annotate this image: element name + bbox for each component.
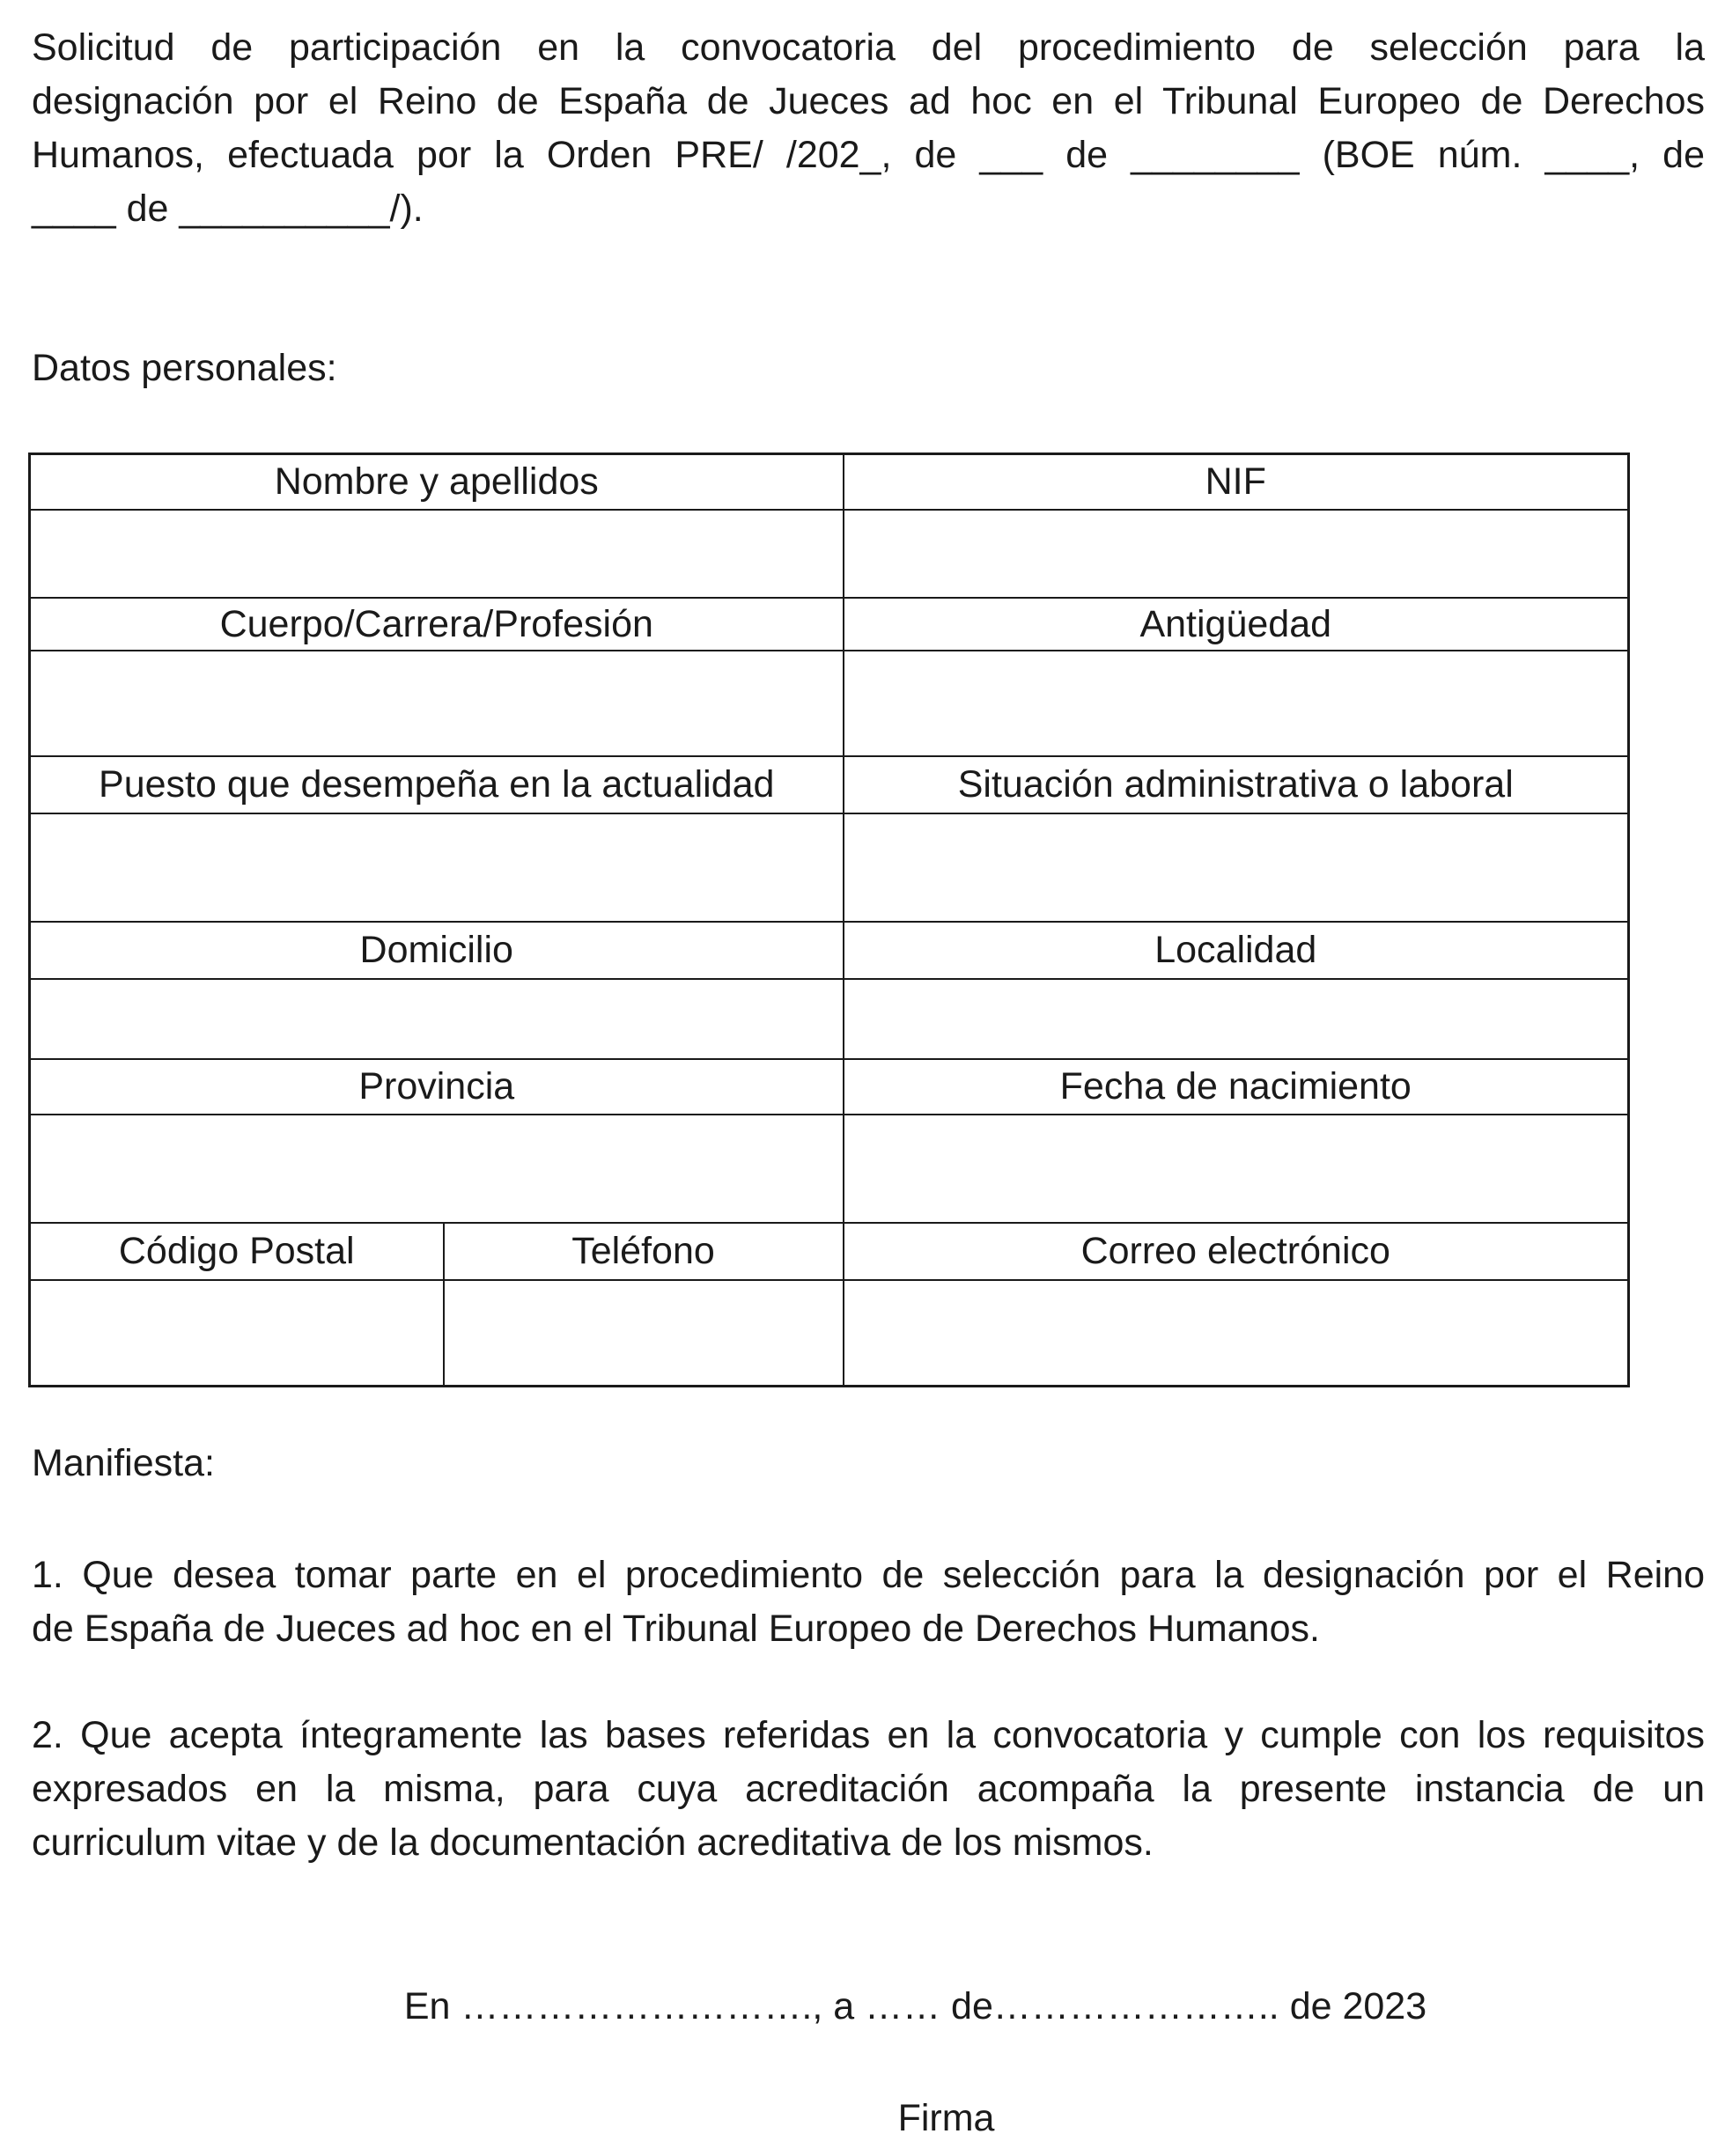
declaration-point-1 bbox=[32, 1549, 1705, 1656]
table-row bbox=[30, 1223, 1629, 1280]
email-label: Correo electrónico bbox=[844, 1223, 1629, 1280]
intro-line-3: Humanos, efectuada por la Orden PRE/ /202_, de ___ de ________ (BOE núm. ____, de bbox=[32, 134, 1705, 176]
point-1-line-2: de España de Jueces ad hoc en el Tribunal Europeo de Derechos Humanos. bbox=[32, 1608, 1320, 1650]
profession-label: Cuerpo/Carrera/Profesión bbox=[30, 598, 844, 651]
nif-label: NIF bbox=[844, 454, 1629, 511]
point-1-line-1: 1. Que desea tomar parte en el procedimiento de selección para la designación por el Reino bbox=[32, 1554, 1705, 1596]
intro-line-4: ____ de __________/). bbox=[32, 188, 424, 230]
email-field[interactable] bbox=[844, 1280, 1629, 1387]
employment-status-field[interactable] bbox=[844, 813, 1629, 922]
table-row bbox=[30, 598, 1629, 651]
name-field[interactable] bbox=[30, 510, 844, 598]
table-row bbox=[30, 1115, 1629, 1223]
postal-code-label: Código Postal bbox=[30, 1223, 444, 1280]
table-row bbox=[30, 813, 1629, 922]
postal-code-field[interactable] bbox=[30, 1280, 444, 1387]
locality-label: Localidad bbox=[844, 922, 1629, 979]
table-row bbox=[30, 1059, 1629, 1115]
locality-field[interactable] bbox=[844, 979, 1629, 1059]
current-position-field[interactable] bbox=[30, 813, 844, 922]
employment-status-label: Situación administrativa o laboral bbox=[844, 756, 1629, 813]
point-2-line-2: expresados en la misma, para cuya acreditación acompaña la presente instancia de un bbox=[32, 1768, 1705, 1810]
address-label: Domicilio bbox=[30, 922, 844, 979]
intro-line-2: designación por el Reino de España de Jueces ad hoc en el Tribunal Europeo de Derechos bbox=[32, 80, 1705, 122]
seniority-label: Antigüedad bbox=[844, 598, 1629, 651]
province-label: Provincia bbox=[30, 1059, 844, 1115]
personal-data-table bbox=[28, 453, 1630, 1387]
point-2-line-1: 2. Que acepta íntegramente las bases referidas en la convocatoria y cumple con los requisitos bbox=[32, 1714, 1705, 1756]
table-row bbox=[30, 454, 1629, 511]
seniority-field[interactable] bbox=[844, 651, 1629, 756]
declaration-point-2 bbox=[32, 1709, 1705, 1870]
table-row bbox=[30, 756, 1629, 813]
nif-field[interactable] bbox=[844, 510, 1629, 598]
address-field[interactable] bbox=[30, 979, 844, 1059]
profession-field[interactable] bbox=[30, 651, 844, 756]
table-row bbox=[30, 651, 1629, 756]
table-row bbox=[30, 922, 1629, 979]
table-row bbox=[30, 1280, 1629, 1387]
signature-label: Firma bbox=[897, 2097, 995, 2139]
province-field[interactable] bbox=[30, 1115, 844, 1223]
phone-field[interactable] bbox=[444, 1280, 844, 1387]
place-date-line: En ………………………., a …… de………………….. de 2023 bbox=[403, 1985, 1427, 2027]
personal-data-heading: Datos personales: bbox=[32, 347, 337, 389]
birth-date-label: Fecha de nacimiento bbox=[844, 1059, 1629, 1115]
declaration-heading: Manifiesta: bbox=[32, 1442, 215, 1484]
table-row bbox=[30, 979, 1629, 1059]
phone-label: Teléfono bbox=[444, 1223, 844, 1280]
application-title-paragraph bbox=[32, 21, 1705, 236]
current-position-label: Puesto que desempeña en la actualidad bbox=[30, 756, 844, 813]
birth-date-field[interactable] bbox=[844, 1115, 1629, 1223]
intro-line-1: Solicitud de participación en la convocatoria del procedimiento de selección para la bbox=[32, 26, 1705, 69]
point-2-line-3: curriculum vitae y de la documentación acreditativa de los mismos. bbox=[32, 1821, 1154, 1864]
table-row bbox=[30, 510, 1629, 598]
name-label: Nombre y apellidos bbox=[30, 454, 844, 511]
